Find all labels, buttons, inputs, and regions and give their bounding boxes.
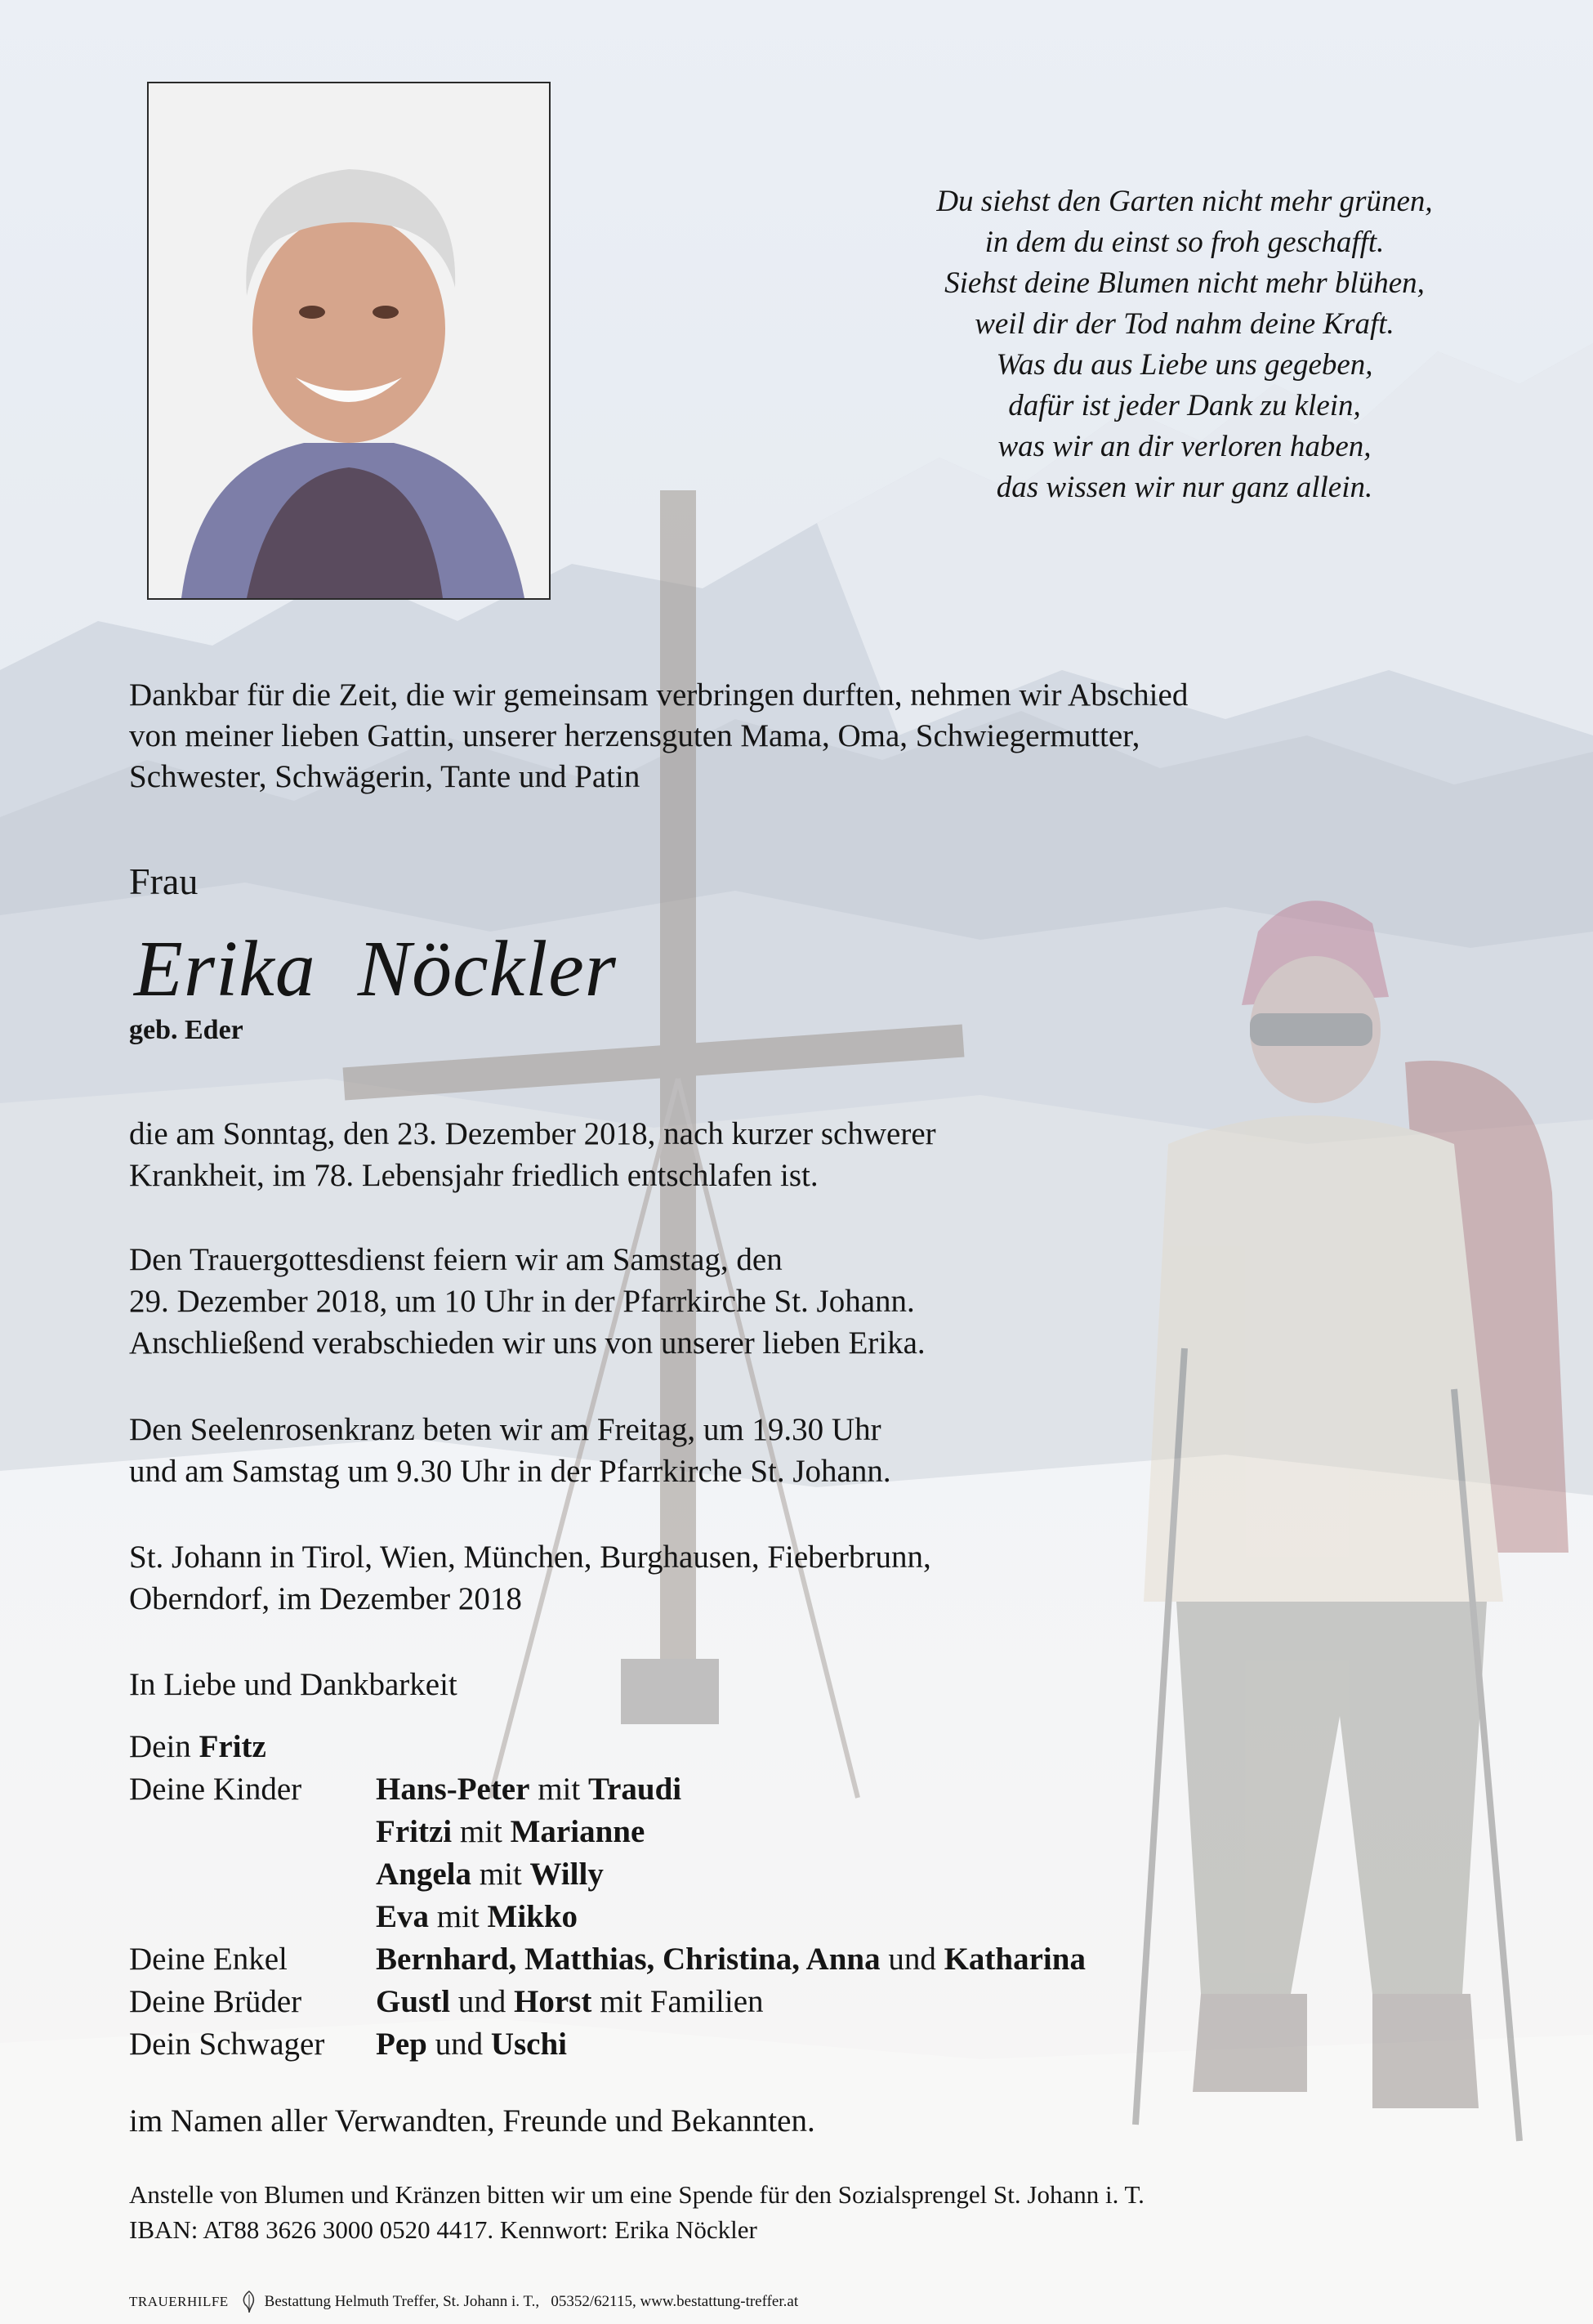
places-line: St. Johann in Tirol, Wien, München, Burghausen, Fieberbrunn, (129, 1540, 931, 1575)
family-label: Deine Kinder (129, 1772, 302, 1807)
poem-line: in dem du einst so froh geschafft. (984, 226, 1385, 259)
funeral-line: 29. Dezember 2018, um 10 Uhr in der Pfarrkirche St. Johann. (129, 1284, 915, 1319)
poem-line: Was du aus Liebe uns gegeben, (996, 348, 1373, 382)
imprint-brand: TRAUERHILFE (129, 2294, 229, 2309)
donation-line: IBAN: AT88 3626 3000 0520 4417. Kennwort: Erika Nöckler (129, 2215, 757, 2244)
intro-paragraph (129, 675, 1477, 798)
salutation: Frau (129, 860, 199, 902)
child-entry: Angela mit Willy (376, 1857, 604, 1892)
deceased-name: Erika Nöckler (134, 925, 617, 1013)
death-notice (129, 1113, 936, 1196)
portrait-photo (147, 82, 551, 600)
family-label: Dein Fritz (129, 1729, 266, 1764)
donation-footer (129, 2177, 1145, 2247)
funeral-service (129, 1239, 926, 1364)
leaf-icon (240, 2290, 258, 2314)
relatives-line (129, 2100, 815, 2142)
child-entry: Hans-Peter mit Traudi (376, 1772, 682, 1807)
funeral-home-imprint (129, 2290, 798, 2314)
family-label: Deine Enkel (129, 1942, 288, 1977)
portrait-image (149, 83, 549, 598)
poem-line: dafür ist jeder Dank zu klein, (1008, 389, 1361, 422)
grandchildren-entry: Bernhard, Matthias, Christina, Anna und Katharina (376, 1942, 1086, 1977)
closing-intro (129, 1664, 457, 1705)
brother-in-law-entry: Pep und Uschi (376, 2027, 568, 2062)
death-notice-line: Krankheit, im 78. Lebensjahr friedlich entschlafen ist. (129, 1158, 819, 1193)
rosary-line: und am Samstag um 9.30 Uhr in der Pfarrkirche St. Johann. (129, 1454, 891, 1489)
rosary-line: Den Seelenrosenkranz beten wir am Freitag, um 19.30 Uhr (129, 1412, 881, 1447)
child-entry: Fritzi mit Marianne (376, 1814, 645, 1849)
closing-intro-text: In Liebe und Dankbarkeit (129, 1667, 457, 1702)
family-label: Deine Brüder (129, 1984, 302, 2019)
death-notice-line: die am Sonntag, den 23. Dezember 2018, nach kurzer schwerer (129, 1116, 936, 1151)
donation-line: Anstelle von Blumen und Kränzen bitten wir um eine Spende für den Sozialsprengel St. Johann i. T. (129, 2180, 1145, 2209)
family-label: Dein Schwager (129, 2027, 325, 2062)
poem-line: Siehst deine Blumen nicht mehr blühen, (944, 266, 1425, 300)
poem-line: Du siehst den Garten nicht mehr grünen, (936, 185, 1433, 218)
poem (850, 181, 1519, 508)
funeral-line: Den Trauergottesdienst feiern wir am Samstag, den (129, 1242, 783, 1277)
intro-line: von meiner lieben Gattin, unserer herzensguten Mama, Oma, Schwiegermutter, (129, 718, 1140, 753)
intro-line: Schwester, Schwägerin, Tante und Patin (129, 759, 640, 794)
relatives-text: im Namen aller Verwandten, Freunde und Bekannten. (129, 2103, 815, 2139)
imprint-text: Bestattung Helmuth Treffer, St. Johann i. T., 05352/62115, www.bestattung-treffer.at (264, 2293, 799, 2310)
places-date (129, 1536, 931, 1620)
poem-line: das wissen wir nur ganz allein. (996, 471, 1373, 504)
poem-line: weil dir der Tod nahm deine Kraft. (975, 307, 1394, 341)
funeral-line: Anschließend verabschieden wir uns von unserer lieben Erika. (129, 1325, 926, 1361)
poem-line: was wir an dir verloren haben, (997, 430, 1372, 463)
intro-line: Dankbar für die Zeit, die wir gemeinsam verbringen durften, nehmen wir Abschied (129, 677, 1189, 713)
brothers-entry: Gustl und Horst mit Familien (376, 1984, 764, 2019)
child-entry: Eva mit Mikko (376, 1899, 578, 1934)
places-line: Oberndorf, im Dezember 2018 (129, 1581, 522, 1616)
rosary-notice (129, 1409, 891, 1492)
birth-name: geb. Eder (129, 1015, 243, 1045)
